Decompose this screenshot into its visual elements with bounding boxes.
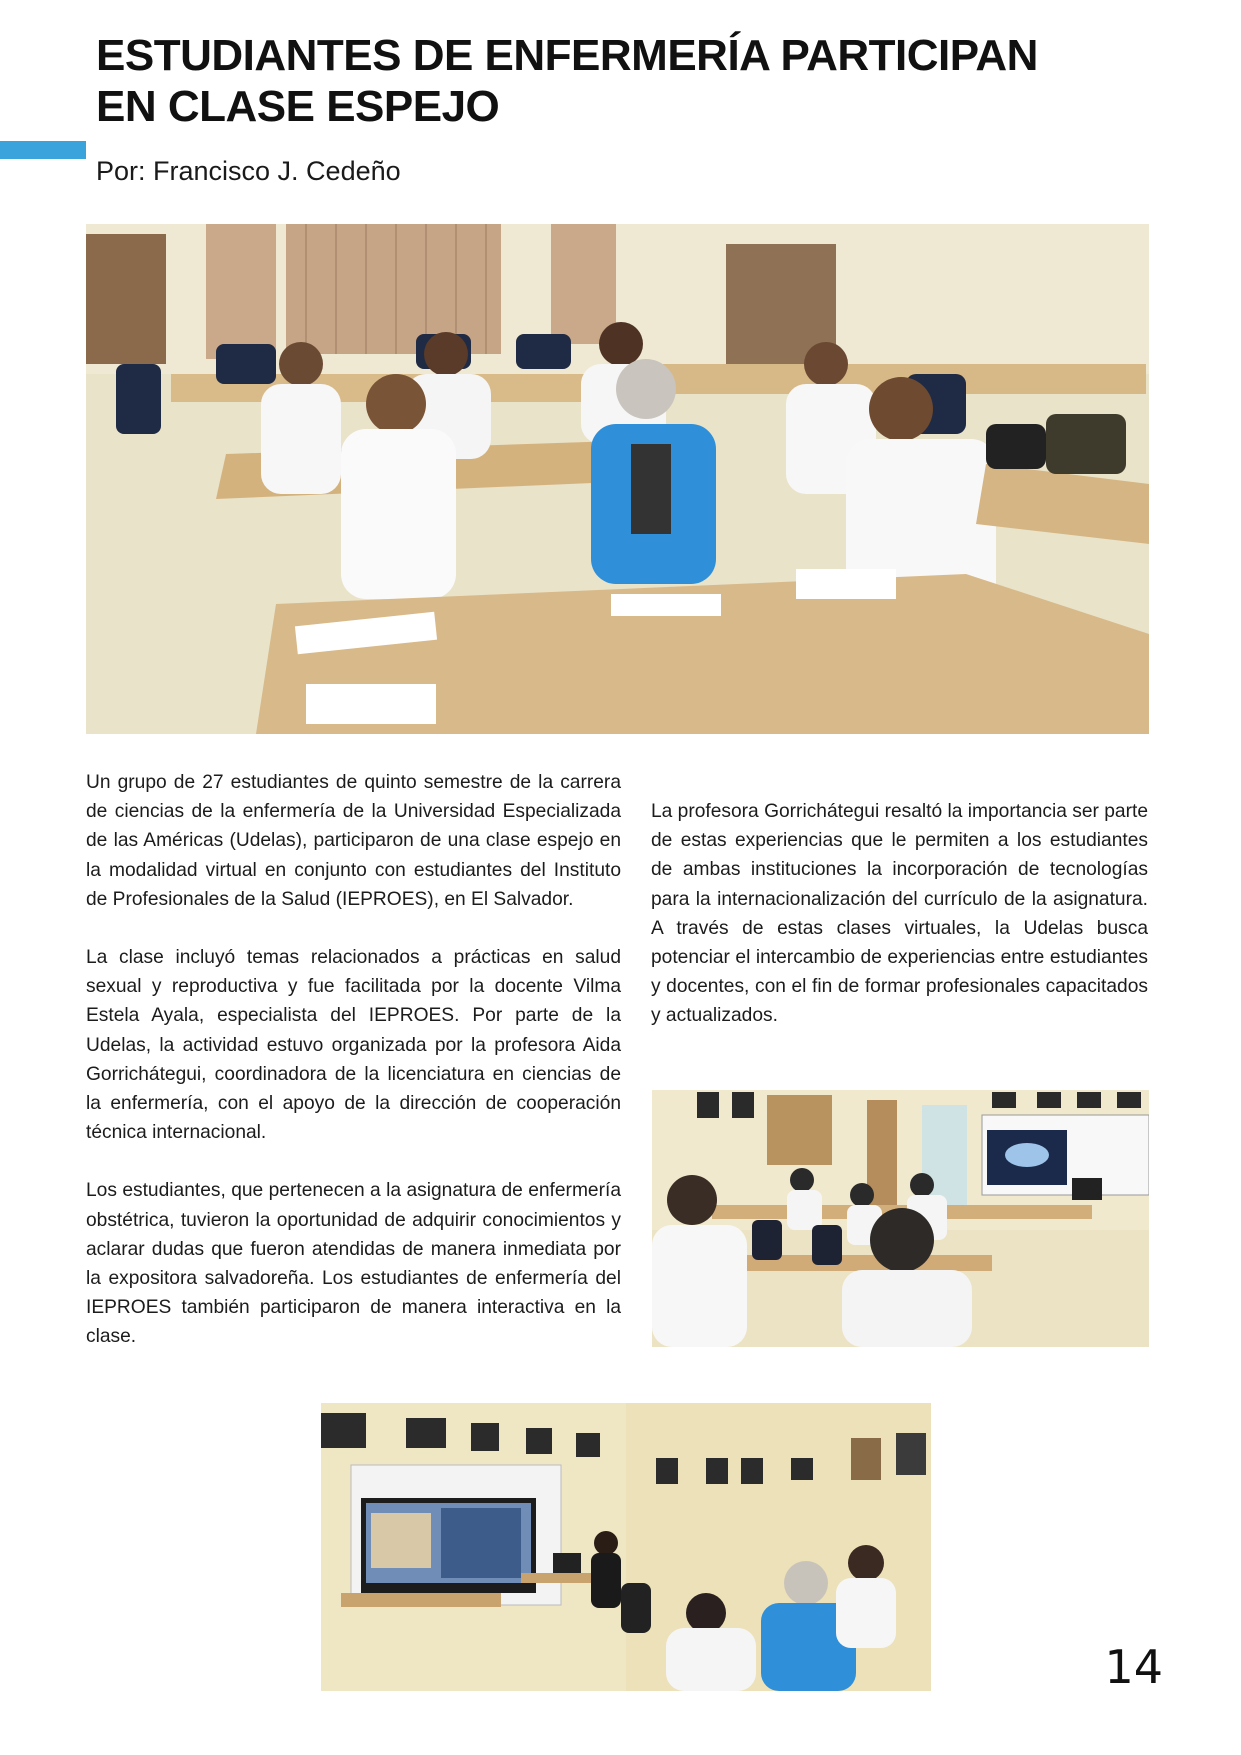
classroom-students-image: [86, 224, 1149, 734]
left-column: [86, 768, 621, 1381]
article-byline: Por: Francisco J. Cedeño: [96, 156, 401, 186]
instructor-screen-image: [321, 1403, 931, 1691]
article-title-line-1: ESTUDIANTES DE ENFERMERÍA PARTICIPAN: [96, 31, 1038, 80]
classroom-screen-photo: [652, 1090, 1149, 1347]
paragraph-1: Un grupo de 27 estudiantes de quinto semestre de la carrera de ciencias de la enfermería de la Universidad Especializada de las Américas (Udelas), participaron de una clase espejo en la modalidad virtual en conjunto con estudiantes del Instituto de Profesionales de la Salud (IEPROES), en El Salvador.: [86, 772, 621, 910]
videoconference-photo: [321, 1403, 931, 1691]
main-photo: [86, 224, 1149, 734]
paragraph-2: La clase incluyó temas relacionados a prácticas en salud sexual y reproductiva y fue facilitada por la docente Vilma Estela Ayala, especialista del IEPROES. Por parte de la Udelas, la actividad estuvo organizada por la profesora Aida Gorrichátegui, coordinadora de la licenciatura en ciencias de la enfermería, con el apoyo de la dirección de cooperación técnica internacional.: [86, 947, 621, 1144]
accent-bar: [0, 141, 86, 159]
classroom-back-view-image: [652, 1090, 1149, 1347]
article-title-line-2: EN CLASE ESPEJO: [96, 82, 500, 131]
right-column: [651, 797, 1148, 1060]
paragraph-3: Los estudiantes, que pertenecen a la asignatura de enfermería obstétrica, tuvieron la oportunidad de adquirir conocimientos y aclarar dudas que fueron atendidas de manera inmediata por la expositora salvadoreña. Los estudiantes de enfermería del IEPROES también participaron de manera interactiva en la clase.: [86, 1180, 621, 1348]
paragraph-4: La profesora Gorrichátegui resaltó la importancia ser parte de estas experiencias que le permiten a los estudiantes de ambas instituciones la incorporación de tecnologías para la internacionalización del currículo de la asignatura. A través de estas clases virtuales, la Udelas busca potenciar el intercambio de experiencias entre estudiantes y docentes, con el fin de formar profesionales capacitados y actualizados.: [651, 801, 1148, 1027]
article-title: [96, 30, 1156, 132]
page-number: 14: [1104, 1640, 1163, 1694]
